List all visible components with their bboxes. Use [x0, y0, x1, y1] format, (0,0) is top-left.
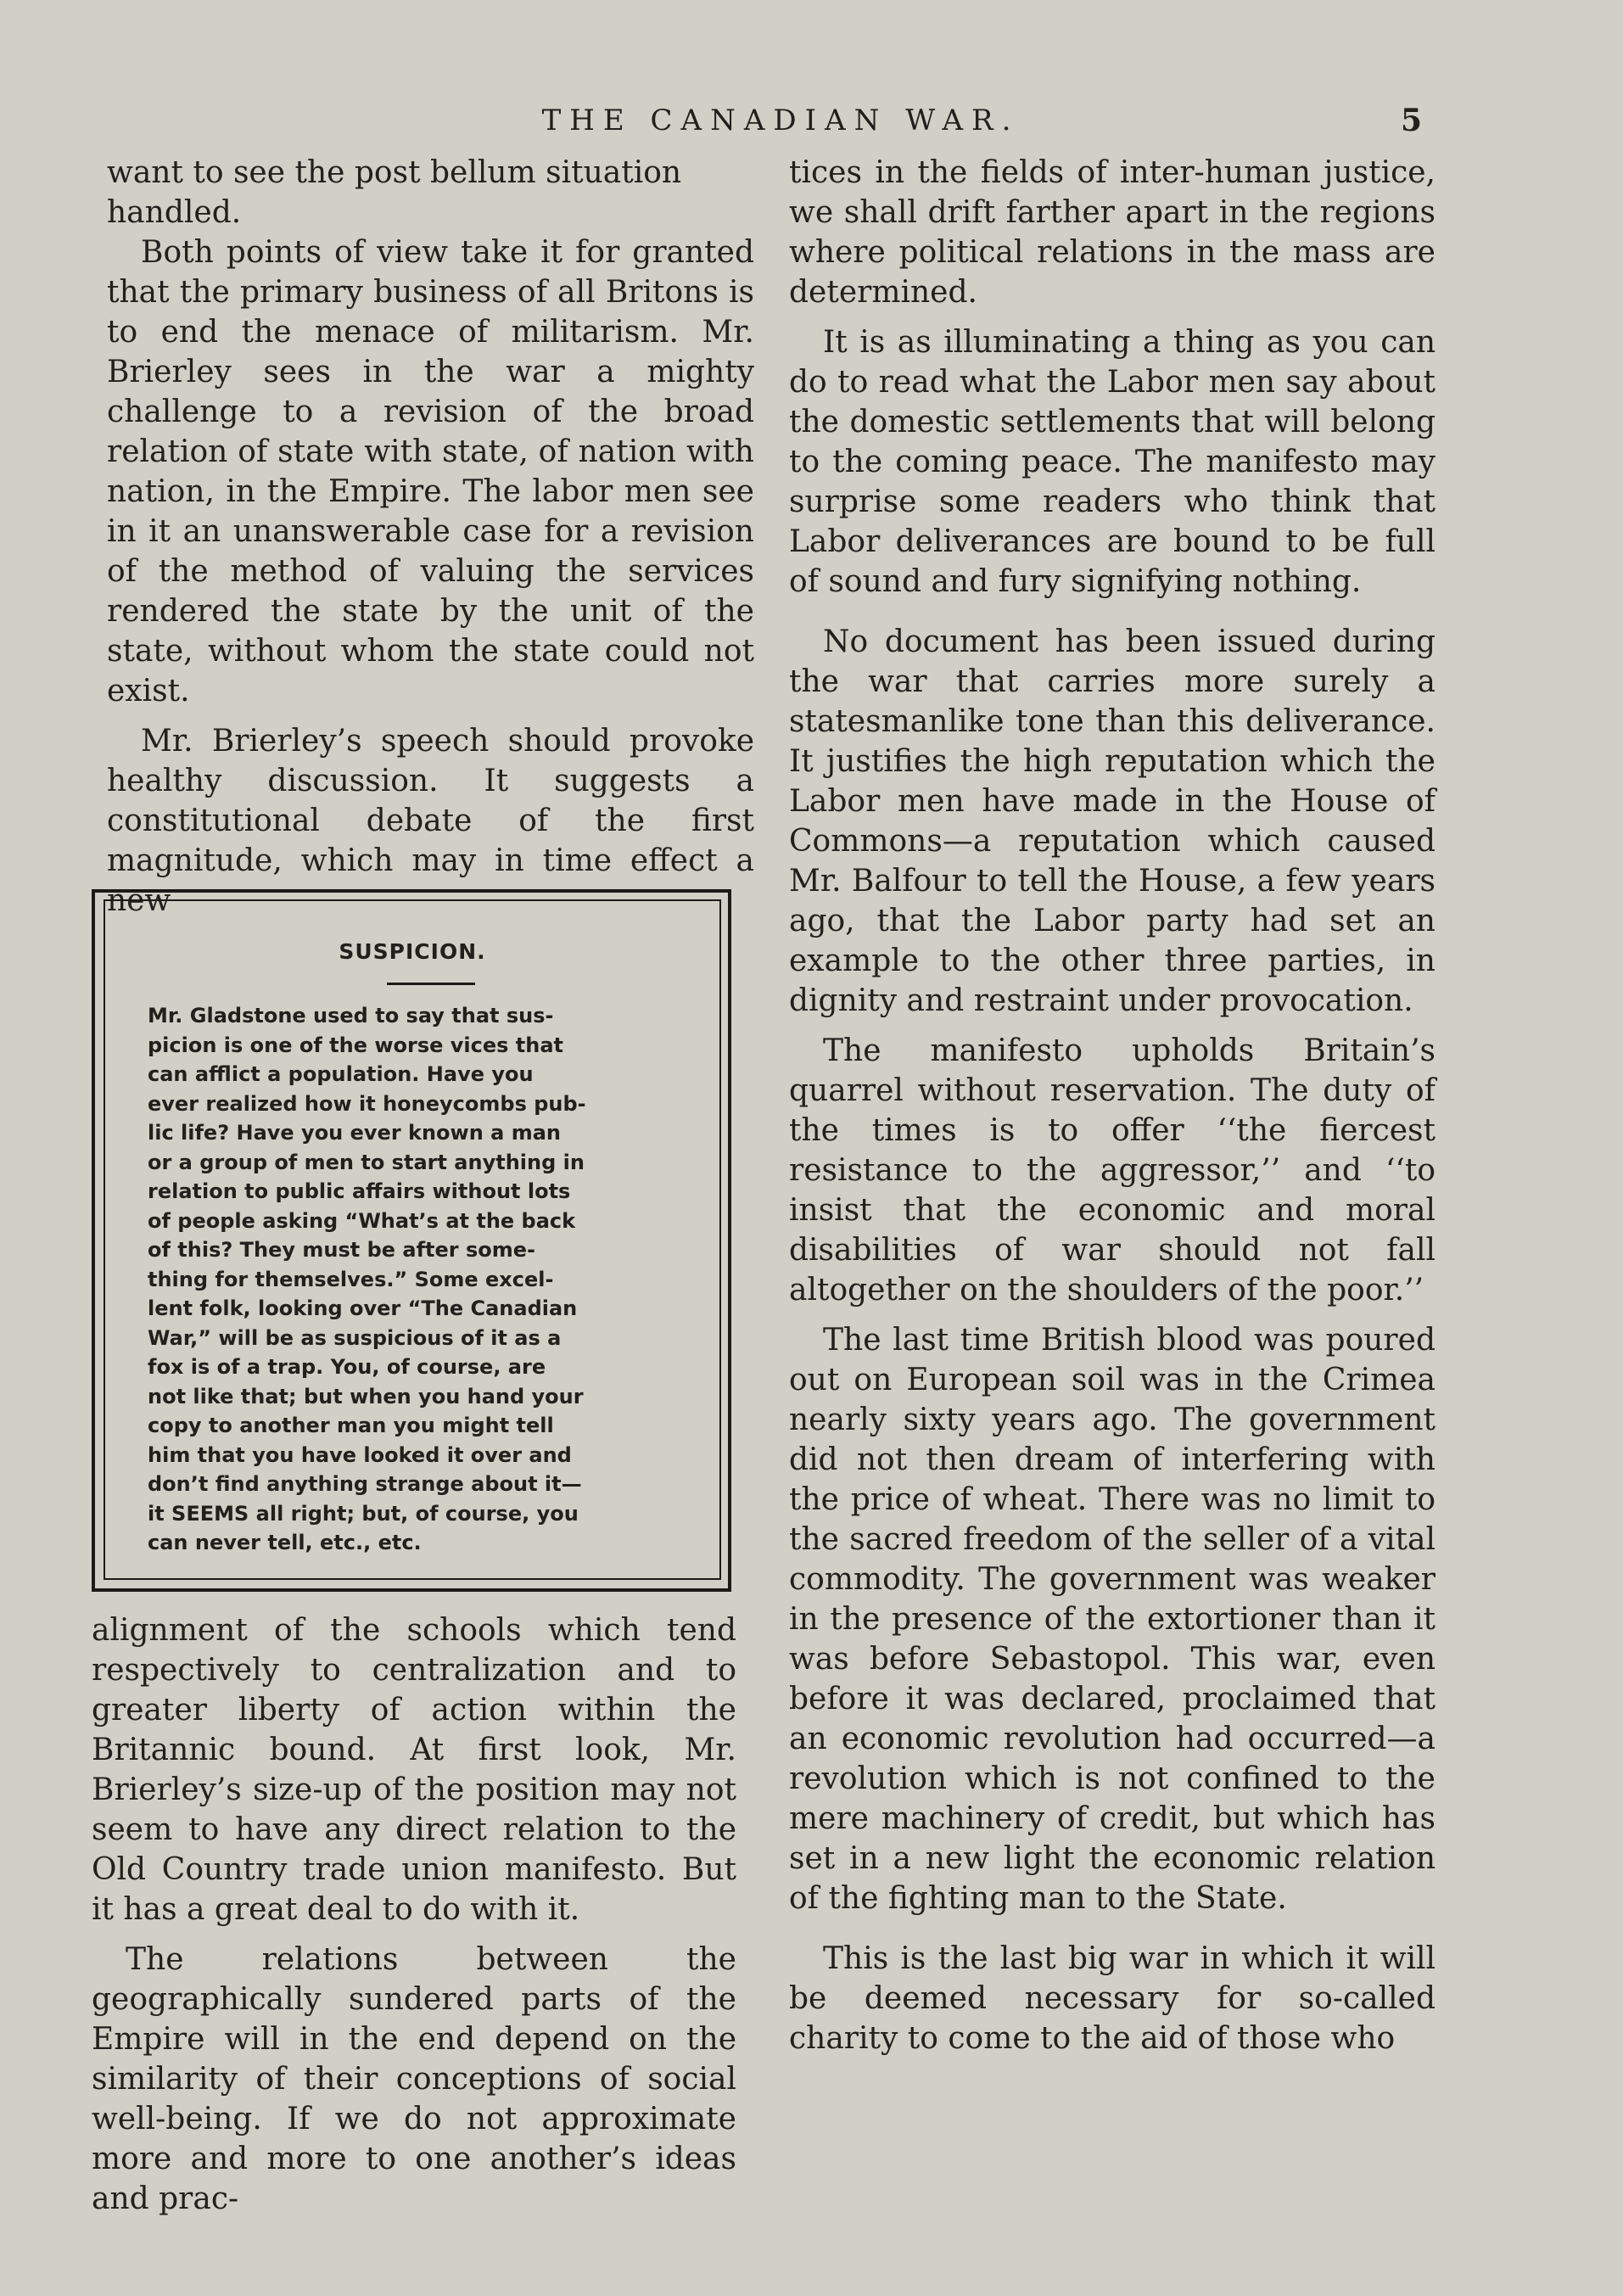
- sidebar-line: War,” will be as suspicious of it as a: [148, 1325, 562, 1350]
- paragraph: tices in the fields of inter-human justice, we shall drift farther apart in the regions where political relations in the mass are determined.: [789, 155, 1436, 310]
- paragraph: This is the last big war in which it will be deemed necessary for so-called charity to come to the aid of those who: [789, 1941, 1436, 2056]
- left-column-top: [107, 153, 754, 918]
- sidebar-inner-border: [104, 899, 721, 1580]
- running-header-title: THE CANADIAN WAR.: [541, 104, 1020, 137]
- sidebar-line: relation to public affairs without lots: [148, 1179, 571, 1203]
- sidebar-heading: SUSPICION.: [339, 939, 486, 964]
- paragraph: want to see the post bellum situation handled.: [107, 155, 682, 230]
- paragraph: alignment of the schools which tend respectively to centralization and to greater liberty of action within the Britannic bound. At first look, Mr. Brierley’s size-up of the position may not seem to have any direct relation to the Old Country trade union manifesto. But it has a great deal to do with it.: [92, 1613, 736, 1927]
- sidebar-line: copy to another man you might tell: [148, 1414, 554, 1437]
- right-column: [789, 153, 1436, 2058]
- sidebar-line: don’t find anything strange about it—: [148, 1472, 582, 1496]
- paragraph: Mr. Brierley’s speech should provoke healthy discussion. It suggests a constitutional debate of the first magnitude, which may in time effect a new: [107, 724, 754, 918]
- sidebar-line: thing for themselves.” Some excel-: [148, 1267, 554, 1291]
- sidebar-line: picion is one of the worse vices that: [148, 1033, 563, 1057]
- paragraph: The manifesto upholds Britain’s quarrel without reservation. The duty of the times is to offer ‘‘the fiercest resistance to the aggressor,’’ and ‘‘to insist that the economic and moral disabilities of war should not fall altogether on the shoulders of the poor.’’: [789, 1033, 1436, 1308]
- sidebar-line: ever realized how it honeycombs pub-: [148, 1091, 586, 1116]
- sidebar-line: fox is of a trap. You, of course, are: [148, 1355, 546, 1379]
- sidebar-line: can afflict a population. Have you: [148, 1062, 534, 1086]
- paragraph: It is as illuminating a thing as you can do to read what the Labor men say about the domestic settlements that will belong to the coming peace. The manifesto may surprise some readers who think that Labor deliverances are bound to be full of sound and fury signifying nothing.: [789, 325, 1436, 599]
- paragraph: No document has been issued during the war that carries more surely a statesmanlike tone than this deliverance. It justifies the high reputation which the Labor men have made in the House of Commons—a reputation which caused Mr. Balfour to tell the House, a few years ago, that the Labor party had set an example to the other three parties, in dignity and restraint under provocation.: [789, 624, 1436, 1018]
- paragraph: The last time British blood was poured out on European soil was in the Crimea nearly sixty years ago. The government did not then dream of interfering with the price of wheat. There was no limit to the sacred freedom of the seller of a vital commodity. The government was weaker in the presence of the extortioner than it was before Sebastopol. This war, even before it was declared, proclaimed that an economic revolution had occurred—a revolution which is not confined to the mere machinery of credit, but which has set in a new light the economic relation of the fighting man to the State.: [789, 1323, 1436, 1916]
- sidebar-line: him that you have looked it over and: [148, 1442, 572, 1467]
- sidebar-box-suspicion: [92, 889, 731, 1592]
- sidebar-line: lent folk, looking over “The Canadian: [148, 1296, 578, 1320]
- sidebar-line: can never tell, etc., etc.: [148, 1531, 422, 1554]
- sidebar-line: lic life? Have you ever known a man: [148, 1121, 561, 1145]
- sidebar-body: [148, 1001, 687, 1558]
- sidebar-line: of this? They must be after some-: [148, 1238, 535, 1262]
- sidebar-line: of people asking “What’s at the back: [148, 1208, 576, 1233]
- sidebar-divider: [387, 983, 475, 985]
- sidebar-line: not like that; but when you hand your: [148, 1384, 584, 1408]
- page-number: 5: [1400, 103, 1422, 138]
- paragraph: Both points of view take it for granted that the primary business of all Britons is to end the menace of militarism. Mr. Brierley sees in the war a mighty challenge to a revision of the broad relation of state with state, of nation with nation, in the Empire. The labor men see in it an unanswerable case for a revision of the method of valuing the services rendered the state by the unit of the state, without whom the state could not exist.: [107, 235, 754, 708]
- sidebar-line: or a group of men to start anything in: [148, 1150, 585, 1174]
- left-column-bottom: [92, 1610, 736, 2219]
- sidebar-line: it SEEMS all right; but, of course, you: [148, 1501, 579, 1526]
- paragraph: The relations between the geographically sundered parts of the Empire will in the end depend on the similarity of their conceptions of social well-being. If we do not approximate more and more to one another’s ideas and prac-: [92, 1942, 736, 2216]
- sidebar-line: Mr. Gladstone used to say that sus-: [148, 1004, 554, 1028]
